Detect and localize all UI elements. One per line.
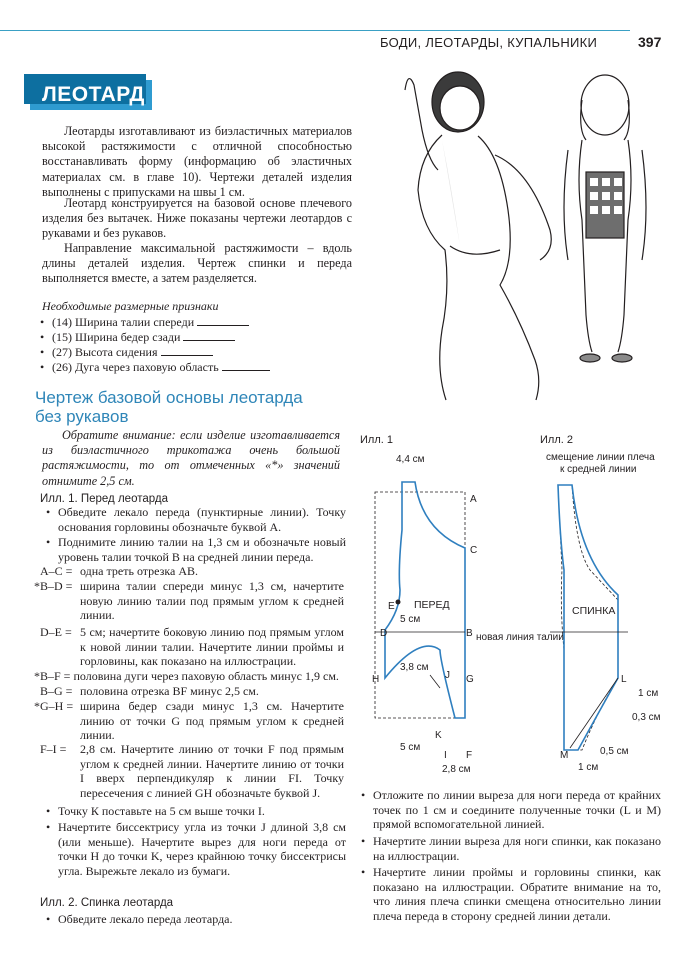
measure-item: • (14) Ширина талии спереди: [52, 315, 249, 330]
point-e: E: [388, 601, 395, 612]
point-g: G: [466, 674, 474, 685]
page-number: 397: [638, 34, 662, 50]
ill1-formula-key: В–G =: [40, 684, 73, 698]
ill1-step: • Поднимите линию талии на 1,3 см и обозначьте новый уровень талии точкой В на средней линии переда.: [58, 535, 346, 564]
header-rule: [0, 30, 630, 31]
right-step: • Отложите по линии выреза для ноги переда от крайних точек по 1 см и соедините полученные точки (L и M) прямой вспомогательной линией.: [373, 788, 661, 832]
dim-2-8: 2,8 см: [442, 764, 471, 775]
ill1-formula-value: половина отрезка BF минус 2,5 см.: [80, 684, 259, 698]
ill1-formula-key: *В–D =: [34, 579, 73, 593]
dancer-figure: [405, 72, 551, 400]
front-label: ПЕРЕД: [414, 599, 450, 611]
back-label: СПИНКА: [572, 605, 616, 617]
ill2-step: • Обведите лекало переда леотарда.: [58, 912, 346, 927]
dim-5a: 5 см: [400, 614, 421, 625]
ill1-heading: Илл. 1. Перед леотарда: [40, 493, 168, 505]
point-c: C: [470, 545, 478, 556]
right-step: • Начертите линии выреза для ноги спинки, как показано на иллюстрации.: [373, 834, 661, 863]
shift-note-2: к средней линии: [560, 464, 637, 475]
ill1-formula-value: одна треть отрезка АВ.: [80, 564, 199, 578]
shift-note-1: смещение линии плеча: [546, 452, 655, 463]
dim-1b: 1 см: [578, 762, 599, 773]
dim-3-8: 3,8 см: [400, 662, 429, 673]
point-i: I: [444, 750, 447, 761]
ill1-formula-key: *G–H =: [34, 699, 74, 713]
point-l: L: [621, 674, 627, 685]
point-a: A: [470, 494, 477, 505]
figure-illustrations: [350, 60, 690, 420]
ill1-step: • Точку К поставьте на 5 см выше точки I.: [58, 804, 346, 819]
dim-5b: 5 см: [400, 742, 421, 753]
ill2-label: Илл. 2: [540, 434, 573, 446]
point-j: J: [445, 670, 450, 681]
measures-heading: Необходимые размерные признаки: [42, 299, 219, 313]
measure-item: • (26) Дуга через паховую область: [52, 360, 270, 375]
ill1-formula-value: ширина талии спереди минус 1,3 см, начертите новую линию талии под прямым углом к средней линии.: [80, 579, 344, 622]
point-d: D: [380, 628, 388, 639]
dim-1a: 1 см: [638, 688, 659, 699]
page-header: [0, 0, 700, 58]
right-step: • Начертите линии проймы и горловины спинки, как показано на иллюстрации. Обратите внимание на то, что линия плеча спинки смещена относительно линии плеча переда в сторону средней линии детали.: [373, 865, 661, 923]
measure-item: • (15) Ширина бедер сзади: [52, 330, 235, 345]
girl-figure: [564, 75, 646, 362]
ill1-formula-value: ширина бедер сзади минус 1,3 см. Начертите линию от точки G под прямым углом к средней линии.: [80, 699, 344, 742]
point-b: B: [466, 628, 473, 639]
ill1-formula-value: 5 см; начертите боковую линию под прямым углом к новой линии талии. Начертите линии проймы и горловины, как показано на иллюстрации.: [80, 625, 344, 668]
new-waist-label: новая линия талии: [476, 632, 564, 643]
back-piece: [550, 485, 628, 750]
subsection-title: Чертеж базовой основы леотарда без рукавов: [35, 388, 303, 426]
ill1-formula-key: А–С =: [40, 564, 73, 578]
running-title: БОДИ, ЛЕОТАРДЫ, КУПАЛЬНИКИ: [380, 35, 598, 50]
intro-paragraph-1: Леотарды изготавливают из биэластичных материалов высокой растяжимости с отличной способностью восстанавливать форму (информацию об эластичных материалах см. в главе 10). Чертежи деталей изделия выполнены с припусками на швы 1 см.: [42, 124, 352, 199]
intro-paragraph-2: Леотард конструируется на базовой основе плечевого изделия без вытачек. Ниже показаны чертежи леотардов с рукавами и без рукавов.: [42, 196, 352, 241]
ill1-formula-key: F–I =: [40, 742, 67, 756]
dim-0-5: 0,5 см: [600, 746, 629, 757]
note-paragraph: Обратите внимание: если изделие изготавливается из биэластичного трикотажа очень большой растяжимости, то от отмеченных «*» значений отнимите 2,5 см.: [42, 428, 340, 488]
dim-4-4: 4,4 см: [396, 454, 425, 465]
pattern-diagram: [350, 430, 690, 780]
measure-item: • (27) Высота сидения: [52, 345, 213, 360]
dim-0-3: 0,3 см: [632, 712, 661, 723]
ill2-heading: Илл. 2. Спинка леотарда: [40, 897, 174, 909]
ill1-formula-value: 2,8 см. Начертите линию от точки F под прямым углом к средней линии. Начертите линию от точки I вверх перпендикуляр к линии FI. Точку пересечения с линией GH обозначьте буквой J.: [80, 742, 344, 800]
ill1-label: Илл. 1: [360, 434, 393, 446]
ill1-step: • Начертите биссектрису угла из точки J длиной 3,8 см (или меньше). Начертите вырез для ноги переда от точки H до точки K, через крайнюю точку биссектрисы угла. Вырежьте лекало из бумаги.: [58, 820, 346, 878]
point-f: F: [466, 750, 473, 761]
point-m: M: [560, 750, 569, 761]
intro-paragraph-3: Направление максимальной растяжимости – вдоль длины деталей изделия. Чертеж спинки и переда выполняется вместе, а затем разделяется.: [42, 241, 352, 286]
ill1-formula-key: D–E =: [40, 625, 72, 639]
ill1-formula: *В–F = половина дуги через паховую область минус 1,9 см.: [34, 669, 339, 683]
ill1-step: • Обведите лекало переда (пунктирные линии). Точку основания горловины обозначьте буквой А.: [58, 505, 346, 534]
section-title: ЛЕОТАРД: [42, 83, 145, 106]
point-h: H: [372, 674, 380, 685]
back-outline: [558, 485, 618, 750]
point-k: K: [435, 730, 442, 741]
